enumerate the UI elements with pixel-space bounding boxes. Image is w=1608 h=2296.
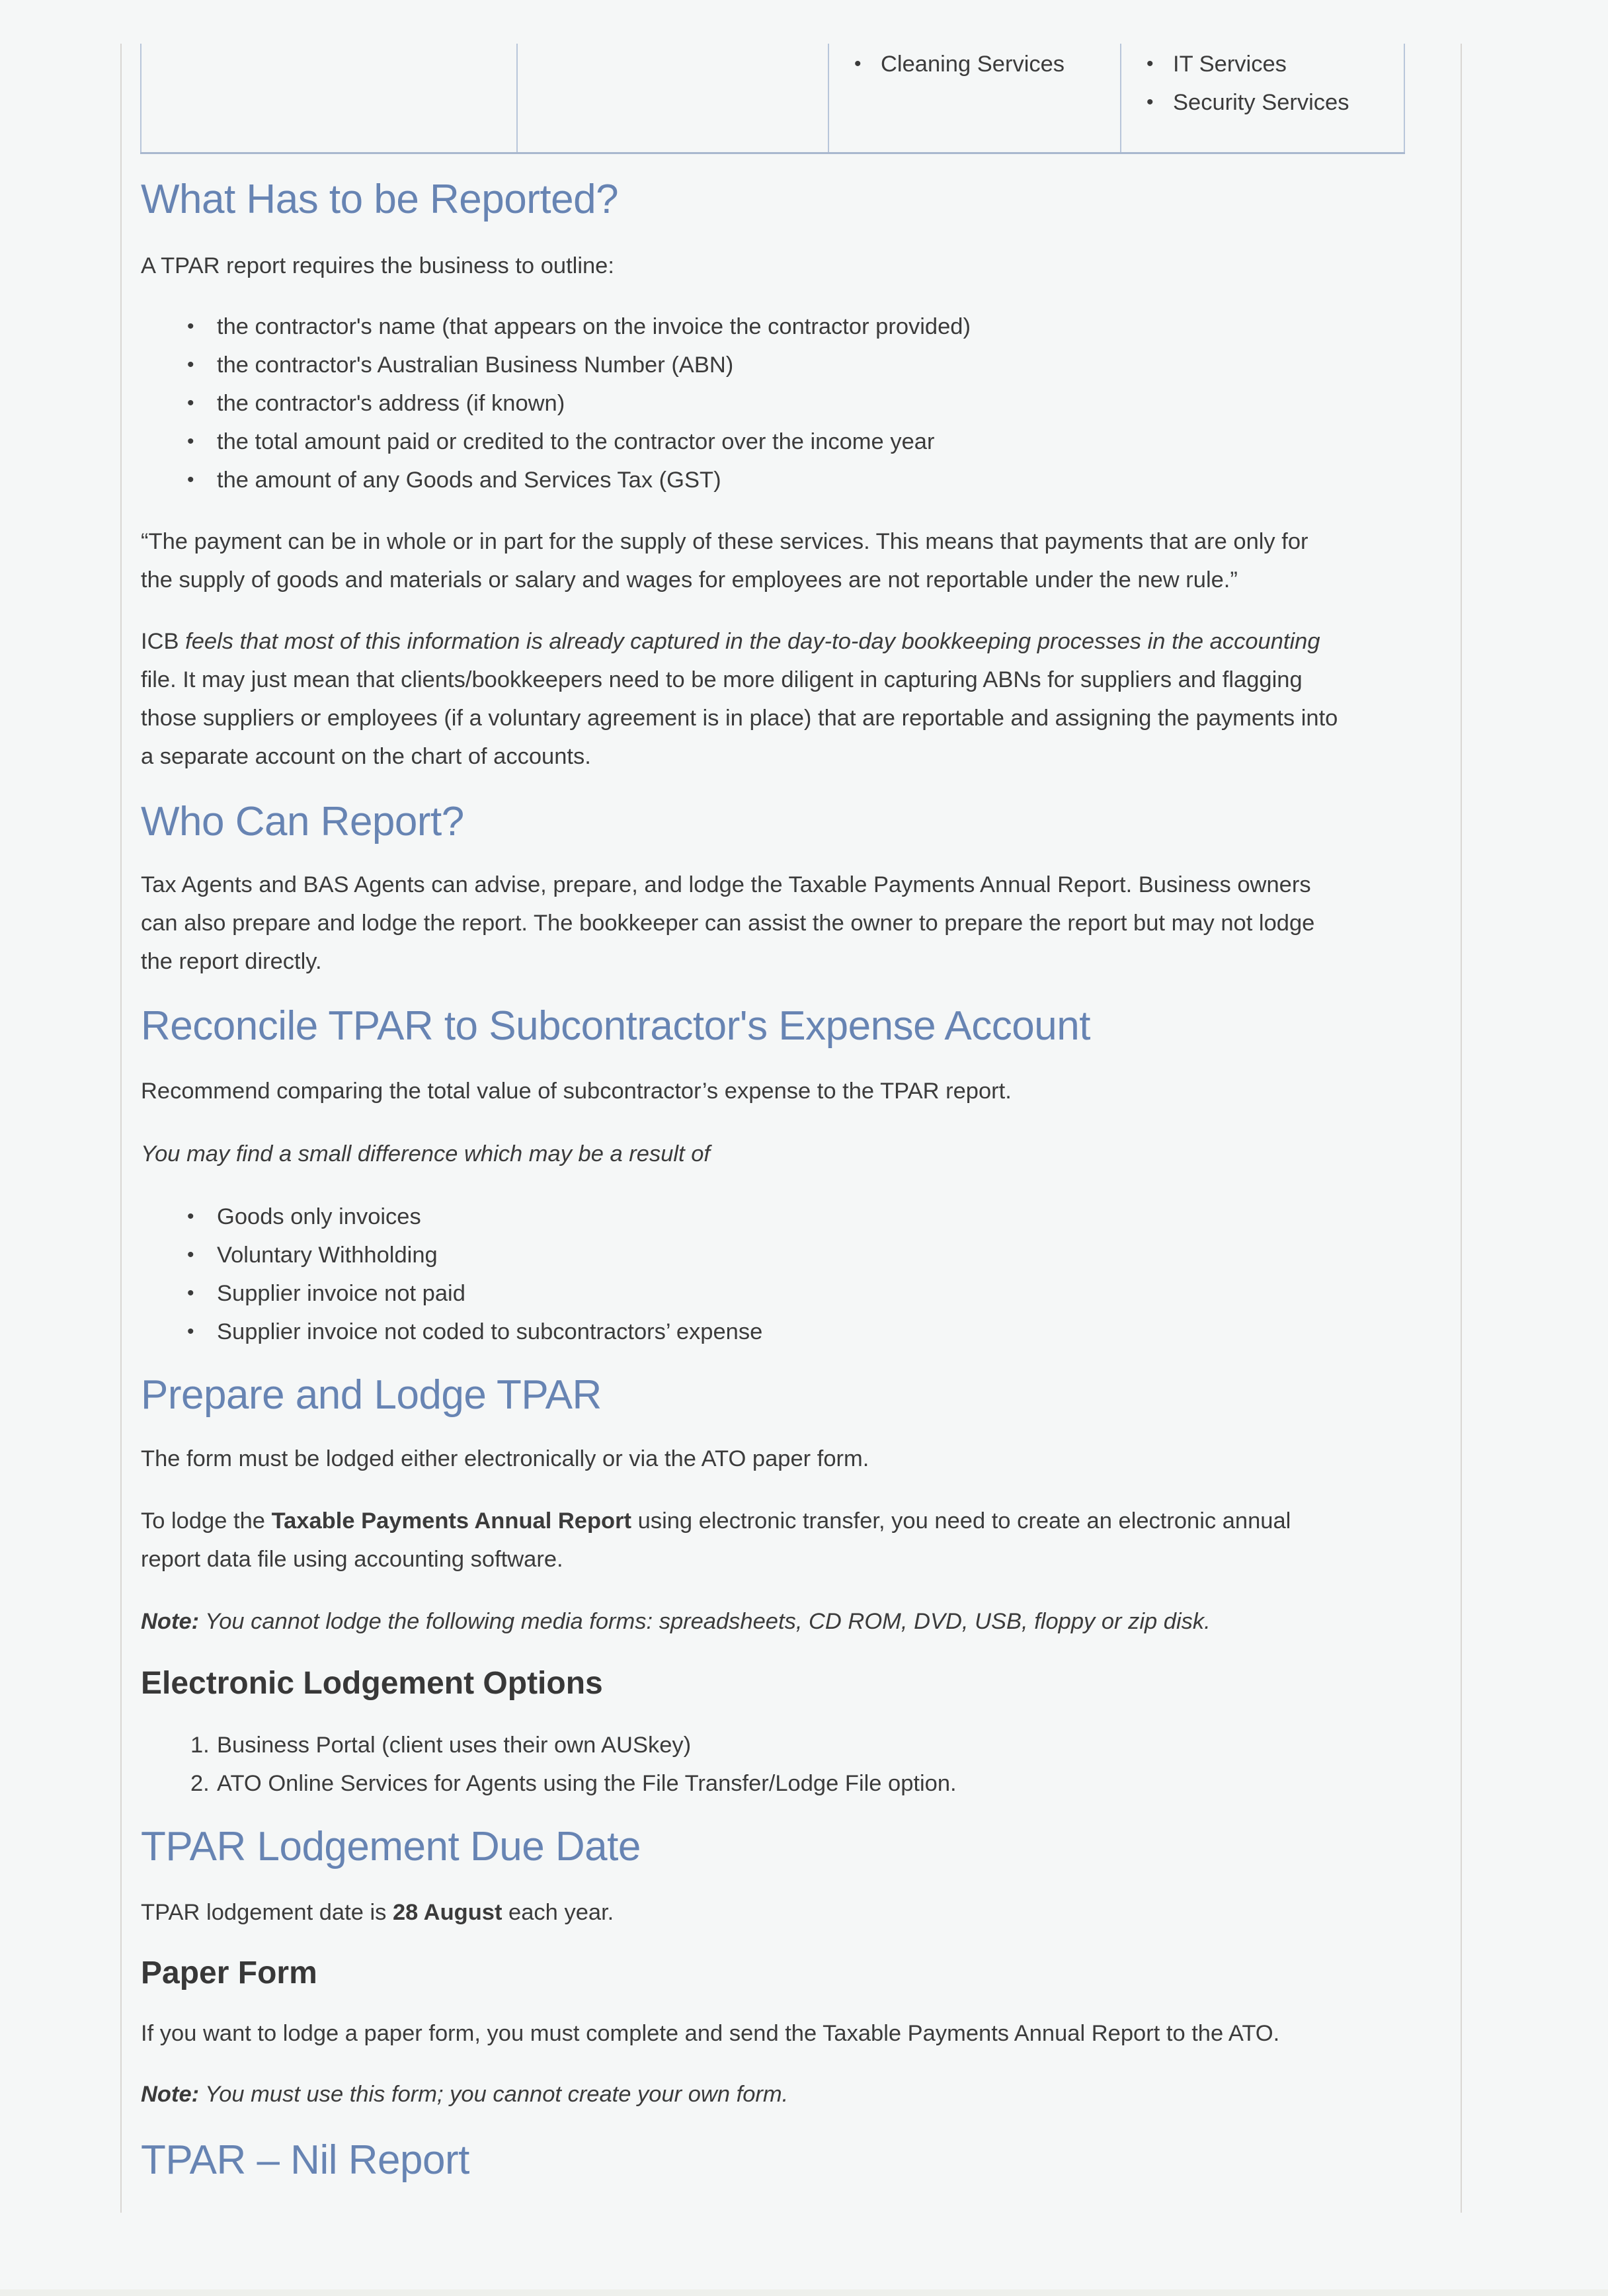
prepare-lodge-paragraph: To lodge the Taxable Payments Annual Report using electronic transfer, you need to create an electronic annual report data file using accounting software. xyxy=(141,1508,1291,1572)
prepare-form-line: The form must be lodged either electronically or via the ATO paper form. xyxy=(141,1446,869,1471)
page-bottom-edge xyxy=(0,2289,1608,2296)
bullet-icon: • xyxy=(187,392,194,414)
bullet-icon: • xyxy=(854,53,862,75)
section-heading-reconcile: Reconcile TPAR to Subcontractor's Expense Account xyxy=(141,1003,1090,1049)
section-heading-who-report: Who Can Report? xyxy=(141,799,464,844)
bullet-icon: • xyxy=(187,1244,194,1266)
icb-paragraph: ICB feels that most of this information is already captured in the day-to-day bookkeeping processes in the accounting file. It may just mean that clients/bookkeepers need to be more diligent in capturing ABNs for suppliers and flagging those suppliers or employees (if a voluntary agreement is in place) that are reportable and assigning the payments into a separate account on the chart of accounts. xyxy=(141,629,1338,769)
bullet-icon: • xyxy=(187,1206,194,1227)
bullet-icon: • xyxy=(187,354,194,376)
subheading-electronic-options: Electronic Lodgement Options xyxy=(141,1666,603,1701)
list-item: • Cleaning Services xyxy=(829,45,1120,83)
list-item: • Supplier invoice not paid xyxy=(141,1274,762,1313)
due-date-line: TPAR lodgement date is 28 August each year. xyxy=(141,1900,614,1925)
bullet-icon: • xyxy=(1146,91,1154,113)
list-item: • the contractor's Australian Business Number (ABN) xyxy=(141,346,971,384)
bullet-icon: • xyxy=(187,1321,194,1342)
list-item: • the contractor's name (that appears on the invoice the contractor provided) xyxy=(141,308,971,346)
services-table xyxy=(140,44,1405,154)
table-cell xyxy=(141,44,517,153)
who-report-paragraph: Tax Agents and BAS Agents can advise, prepare, and lodge the Taxable Payments Annual Report. Business owners can also prepare and lodge the report. The bookkeeper can assist the owner to prepare the report but may not lodge the report directly. xyxy=(141,872,1315,974)
list-item: 1. Business Portal (client uses their own AUSkey) xyxy=(190,1733,692,1758)
table-cell xyxy=(517,44,828,153)
reconcile-difference: You may find a small difference which may be a result of xyxy=(141,1141,711,1167)
subheading-paper-form: Paper Form xyxy=(141,1955,317,1990)
table-row xyxy=(141,44,1404,153)
paper-form-text: If you want to lodge a paper form, you must complete and send the Taxable Payments Annual Report to the ATO. xyxy=(141,2021,1280,2046)
list-item: • Supplier invoice not coded to subcontractors’ expense xyxy=(141,1313,762,1351)
section-heading-nil-report: TPAR – Nil Report xyxy=(141,2137,469,2183)
section-heading-what-reported: What Has to be Reported? xyxy=(141,177,619,222)
table-cell xyxy=(1121,44,1404,153)
table-cell xyxy=(828,44,1121,153)
list-item: • the amount of any Goods and Services Tax (GST) xyxy=(141,461,971,499)
bullet-icon: • xyxy=(187,469,194,491)
what-reported-list xyxy=(141,308,971,499)
section-heading-due-date: TPAR Lodgement Due Date xyxy=(141,1824,641,1869)
list-item: • the total amount paid or credited to the contractor over the income year xyxy=(141,423,971,461)
bullet-icon: • xyxy=(187,1282,194,1304)
reconcile-list xyxy=(141,1198,762,1351)
prepare-note: Note: You cannot lodge the following media forms: spreadsheets, CD ROM, DVD, USB, floppy or zip disk. xyxy=(141,1609,1211,1634)
what-reported-intro: A TPAR report requires the business to outline: xyxy=(141,253,614,278)
list-item: • Security Services xyxy=(1121,83,1404,122)
quote-paragraph: “The payment can be in whole or in part for the supply of these services. This means that payments that are only for the supply of goods and materials or salary and wages for employees are not reportable under the new rule.” xyxy=(141,529,1308,593)
list-item: • IT Services xyxy=(1121,45,1404,83)
list-item: • Voluntary Withholding xyxy=(141,1236,762,1274)
list-item: • the contractor's address (if known) xyxy=(141,384,971,423)
bullet-icon: • xyxy=(187,315,194,337)
paper-form-note: Note: You must use this form; you cannot create your own form. xyxy=(141,2082,789,2107)
reconcile-recommend: Recommend comparing the total value of subcontractor’s expense to the TPAR report. xyxy=(141,1079,1012,1104)
section-heading-prepare: Prepare and Lodge TPAR xyxy=(141,1372,602,1418)
list-item: • Goods only invoices xyxy=(141,1198,762,1236)
electronic-options-list xyxy=(141,1726,957,1803)
page-right-margin-line xyxy=(1461,44,1462,2213)
page-left-margin-line xyxy=(120,44,122,2213)
bullet-icon: • xyxy=(1146,53,1154,75)
list-item: 2. ATO Online Services for Agents using the File Transfer/Lodge File option. xyxy=(190,1771,957,1796)
bullet-icon: • xyxy=(187,430,194,452)
